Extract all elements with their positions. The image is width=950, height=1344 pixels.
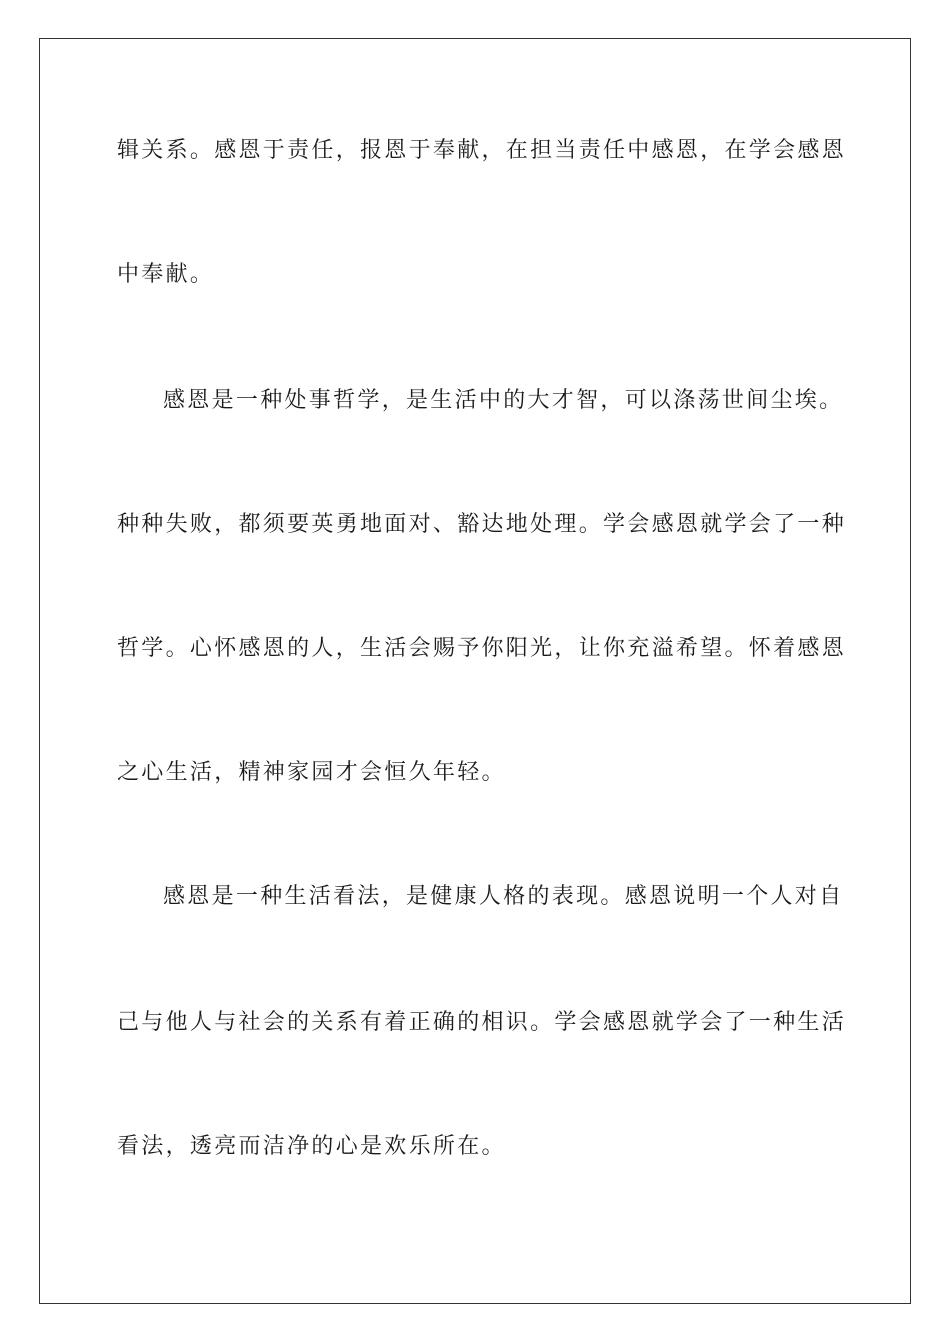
text-line-7: 感恩是一种生活看法，是健康人格的表现。感恩说明一个人对自 (163, 884, 844, 909)
text-line-2: 中奉献。 (117, 262, 215, 287)
text-line-9: 看法，透亮而洁净的心是欢乐所在。 (117, 1134, 506, 1159)
text-line-3: 感恩是一种处事哲学，是生活中的大才智，可以涤荡世间尘埃。 (163, 388, 844, 413)
text-line-4: 种种失败，都须要英勇地面对、豁达地处理。学会感恩就学会了一种 (117, 512, 847, 537)
text-line-1: 辑关系。感恩于责任，报恩于奉献，在担当责任中感恩，在学会感恩 (117, 138, 847, 163)
text-line-5: 哲学。心怀感恩的人，生活会赐予你阳光，让你充溢希望。怀着感恩 (117, 636, 847, 661)
text-line-6: 之心生活，精神家园才会恒久年轻。 (117, 760, 506, 785)
text-line-8: 己与他人与社会的关系有着正确的相识。学会感恩就学会了一种生活 (117, 1010, 847, 1035)
page-border (39, 38, 911, 1304)
